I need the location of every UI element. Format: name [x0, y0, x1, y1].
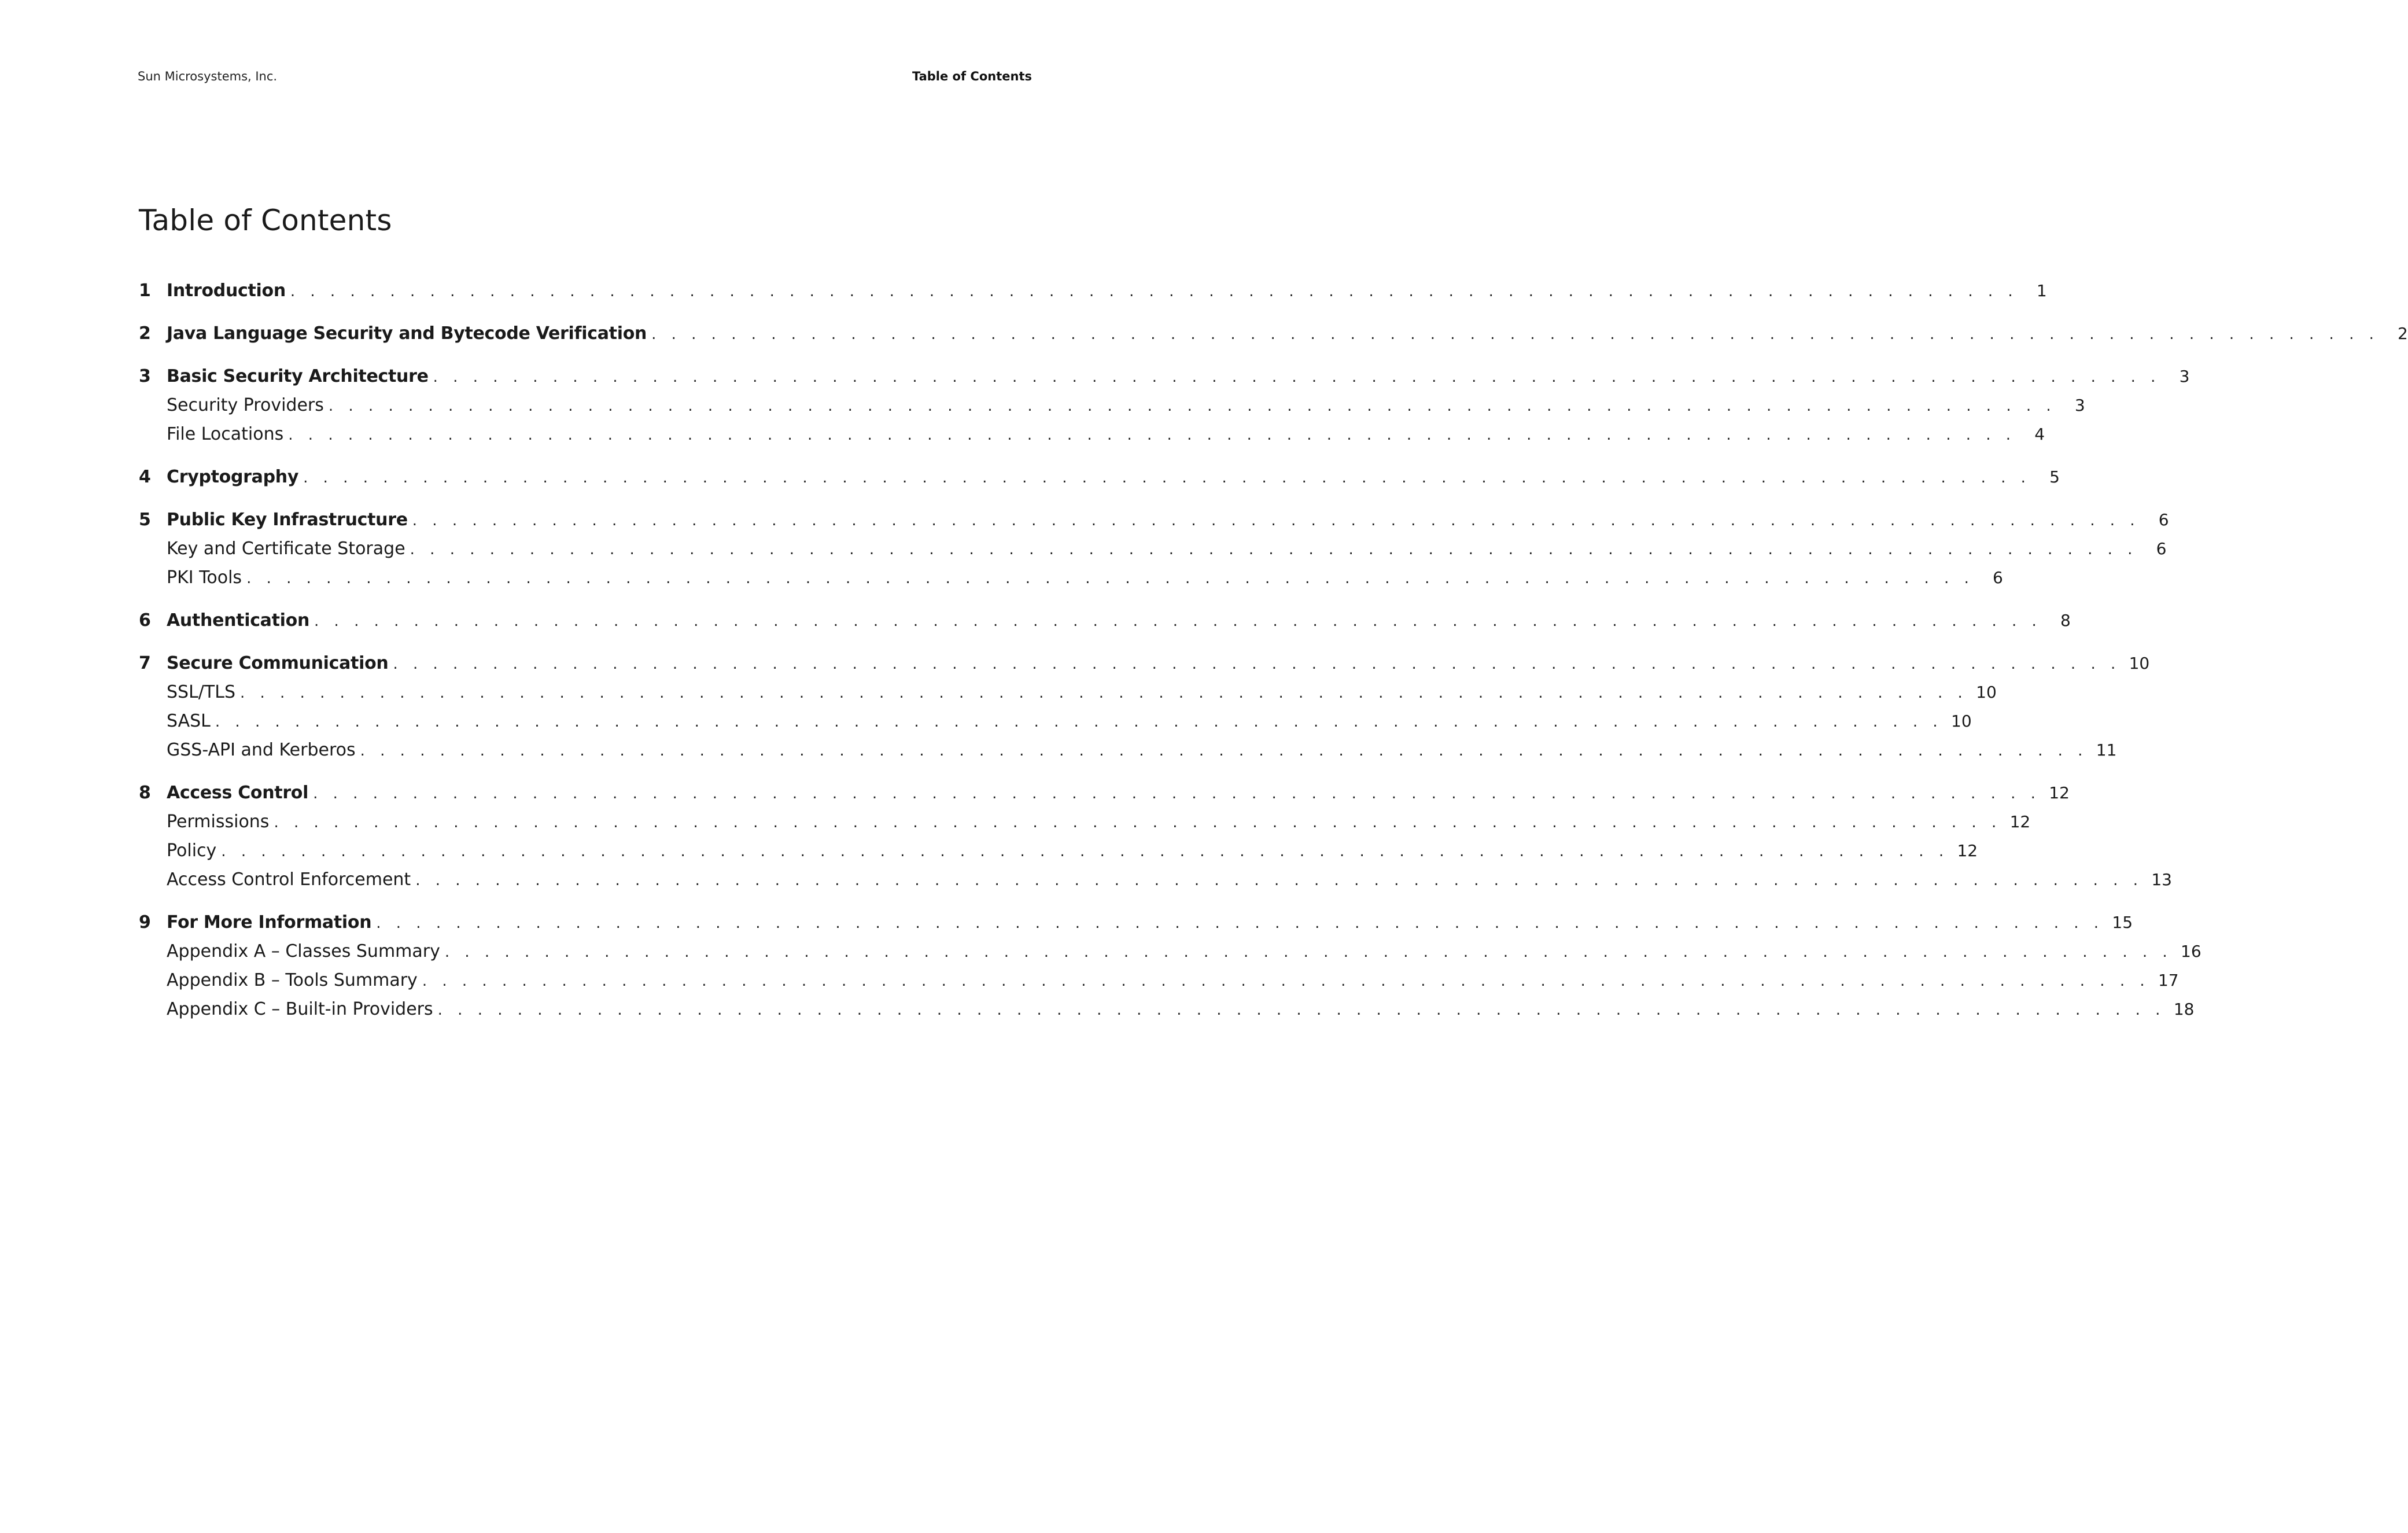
toc-entry-public-key-infrastructure[interactable] — [139, 506, 2169, 535]
toc-chapter-number: 7 — [139, 653, 151, 673]
dot-leader: . . . . . . . . . . . . . . . . . . . . . . . . . . . . . . . . . . . . . . . . . . . . . . . . . . . . . . . . . . . . . . . . . . . . . . . . . . . . . . . . . . . . . . . — [415, 872, 2143, 889]
toc-entry-title: Java Language Security and Bytecode Verification — [167, 323, 647, 344]
toc-entry-title: Policy — [167, 841, 217, 861]
table-of-contents — [139, 277, 2408, 1024]
toc-page-number: 12 — [2049, 783, 2070, 802]
page-title: Table of Contents — [139, 204, 392, 237]
dot-leader: . . . . . . . . . . . . . . . . . . . . . . . . . . . . . . . . . . . . . . . . . . . . . . . . . . . . . . . . . . . . . . . . . . . . . . . . . . . . . . . . . . . . . . . — [437, 1001, 2166, 1019]
toc-page-number: 6 — [2156, 539, 2167, 558]
toc-entry-title: Appendix B – Tools Summary — [167, 970, 418, 990]
toc-entry-security-providers[interactable] — [139, 391, 2085, 420]
dot-leader: . . . . . . . . . . . . . . . . . . . . . . . . . . . . . . . . . . . . . . . . . . . . . . . . . . . . . . . . . . . . . . . . . . . . . . . . . . . . . . . . . . . . . . . — [433, 368, 2161, 386]
toc-page-number: 2 — [2398, 324, 2408, 343]
toc-entry-ssl-tls[interactable] — [139, 678, 1997, 707]
toc-entry-access-control-enforcement[interactable] — [139, 865, 2172, 894]
header-section: Table of Contents — [912, 69, 1032, 83]
dot-leader: . . . . . . . . . . . . . . . . . . . . . . . . . . . . . . . . . . . . . . . . . . . . . . . . . . . . . . . . . . . . . . . . . . . . . . . . . . . . . . . . . . . . . . . — [444, 944, 2173, 961]
dot-leader: . . . . . . . . . . . . . . . . . . . . . . . . . . . . . . . . . . . . . . . . . . . . . . . . . . . . . . . . . . . . . . . . . . . . . . . . . . . . . . . . . . . . . . . — [274, 814, 2002, 831]
toc-chapter-number: 9 — [139, 912, 151, 933]
toc-entry-for-more-information[interactable] — [139, 908, 2133, 937]
toc-page-number: 5 — [2049, 467, 2060, 487]
toc-entry-title: Basic Security Architecture — [167, 366, 429, 386]
toc-page-number: 16 — [2181, 942, 2202, 961]
toc-entry-authentication[interactable] — [139, 606, 2071, 635]
toc-page-number: 10 — [1976, 683, 1997, 702]
dot-leader: . . . . . . . . . . . . . . . . . . . . . . . . . . . . . . . . . . . . . . . . . . . . . . . . . . . . . . . . . . . . . . . . . . . . . . . . . . . . . . . . . . . . . . . — [410, 541, 2138, 558]
toc-entry-appendix-b[interactable] — [139, 966, 2179, 995]
toc-entry-title: Access Control — [167, 783, 309, 803]
dot-leader: . . . . . . . . . . . . . . . . . . . . . . . . . . . . . . . . . . . . . . . . . . . . . . . . . . . . . . . . . . . . . . . . . . . . . . . . . . . . . . . . . . . . . . . — [303, 469, 2031, 487]
toc-chapter-number: 2 — [139, 323, 151, 344]
toc-page-number: 3 — [2179, 367, 2190, 386]
dot-leader: . . . . . . . . . . . . . . . . . . . . . . . . . . . . . . . . . . . . . . . . . . . . . . . . . . . . . . . . . . . . . . . . . . . . . . . . . . . . . . . . . . . . . . . — [240, 684, 1968, 702]
dot-leader: . . . . . . . . . . . . . . . . . . . . . . . . . . . . . . . . . . . . . . . . . . . . . . . . . . . . . . . . . . . . . . . . . . . . . . . . . . . . . . . . . . . . . . . — [221, 843, 1949, 860]
toc-page-number: 18 — [2173, 1000, 2195, 1019]
toc-entry-appendix-a[interactable] — [139, 937, 2202, 966]
toc-entry-key-and-certificate-storage[interactable] — [139, 535, 2167, 563]
toc-chapter-number: 5 — [139, 510, 151, 530]
toc-entry-title: Access Control Enforcement — [167, 869, 411, 890]
toc-entry-title: Permissions — [167, 812, 270, 832]
dot-leader: . . . . . . . . . . . . . . . . . . . . . . . . . . . . . . . . . . . . . . . . . . . . . . . . . . . . . . . . . . . . . . . . . . . . . . . . . . . . . . . . . . . . . . . — [376, 915, 2104, 932]
toc-entry-title: For More Information — [167, 912, 372, 933]
toc-entry-access-control[interactable] — [139, 779, 2070, 808]
toc-entry-policy[interactable] — [139, 836, 1978, 865]
toc-page-number: 10 — [1951, 712, 1972, 731]
toc-page-number: 1 — [2036, 281, 2047, 300]
toc-entry-basic-security-architecture[interactable] — [139, 362, 2190, 391]
dot-leader: . . . . . . . . . . . . . . . . . . . . . . . . . . . . . . . . . . . . . . . . . . . . . . . . . . . . . . . . . . . . . . . . . . . . . . . . . . . . . . . . . . . . . . . — [360, 742, 2088, 760]
toc-page-number: 12 — [2009, 812, 2031, 831]
toc-entry-title: Public Key Infrastructure — [167, 510, 408, 530]
toc-chapter-number: 3 — [139, 366, 151, 386]
dot-leader: . . . . . . . . . . . . . . . . . . . . . . . . . . . . . . . . . . . . . . . . . . . . . . . . . . . . . . . . . . . . . . . . . . . . . . . . . . . . . . . . . . . . . . . — [651, 326, 2379, 343]
toc-entry-title: Cryptography — [167, 467, 299, 487]
dot-leader: . . . . . . . . . . . . . . . . . . . . . . . . . . . . . . . . . . . . . . . . . . . . . . . . . . . . . . . . . . . . . . . . . . . . . . . . . . . . . . . . . . . . . . . — [290, 283, 2018, 300]
toc-entry-permissions[interactable] — [139, 808, 2031, 836]
toc-page-number: 8 — [2060, 611, 2071, 630]
toc-page-number: 12 — [1957, 841, 1978, 860]
toc-entry-appendix-c[interactable] — [139, 995, 2195, 1024]
toc-page-number: 3 — [2074, 396, 2085, 415]
toc-entry-pki-tools[interactable] — [139, 563, 2003, 592]
toc-chapter-number: 8 — [139, 783, 151, 803]
dot-leader: . . . . . . . . . . . . . . . . . . . . . . . . . . . . . . . . . . . . . . . . . . . . . . . . . . . . . . . . . . . . . . . . . . . . . . . . . . . . . . . . . . . . . . . — [314, 613, 2042, 630]
toc-entry-title: GSS-API and Kerberos — [167, 740, 356, 760]
toc-page-number: 13 — [2151, 870, 2172, 889]
toc-page-number: 17 — [2158, 971, 2179, 990]
toc-entry-title: Secure Communication — [167, 653, 389, 673]
dot-leader: . . . . . . . . . . . . . . . . . . . . . . . . . . . . . . . . . . . . . . . . . . . . . . . . . . . . . . . . . . . . . . . . . . . . . . . . . . . . . . . . . . . . . . . — [422, 972, 2150, 990]
toc-entry-file-locations[interactable] — [139, 420, 2045, 449]
toc-entry-title: Security Providers — [167, 395, 324, 415]
toc-entry-title: SSL/TLS — [167, 682, 235, 702]
toc-entry-java-language-security[interactable] — [139, 319, 2408, 348]
running-header — [138, 69, 1032, 89]
toc-page-number: 6 — [1993, 568, 2003, 587]
toc-entry-cryptography[interactable] — [139, 463, 2060, 492]
toc-chapter-number: 6 — [139, 610, 151, 631]
toc-entry-title: File Locations — [167, 424, 284, 444]
toc-page-number: 6 — [2158, 510, 2169, 529]
dot-leader: . . . . . . . . . . . . . . . . . . . . . . . . . . . . . . . . . . . . . . . . . . . . . . . . . . . . . . . . . . . . . . . . . . . . . . . . . . . . . . . . . . . . . . . — [412, 512, 2140, 529]
dot-leader: . . . . . . . . . . . . . . . . . . . . . . . . . . . . . . . . . . . . . . . . . . . . . . . . . . . . . . . . . . . . . . . . . . . . . . . . . . . . . . . . . . . . . . . — [288, 426, 2016, 444]
toc-page-number: 11 — [2096, 740, 2117, 760]
toc-entry-title: PKI Tools — [167, 567, 242, 588]
toc-entry-gss-api-kerberos[interactable] — [139, 736, 2117, 765]
toc-page-number: 10 — [2129, 654, 2150, 673]
toc-entry-title: Authentication — [167, 610, 310, 631]
toc-page-number: 15 — [2112, 913, 2133, 932]
toc-chapter-number: 1 — [139, 281, 151, 301]
toc-entry-title: Introduction — [167, 281, 286, 301]
dot-leader: . . . . . . . . . . . . . . . . . . . . . . . . . . . . . . . . . . . . . . . . . . . . . . . . . . . . . . . . . . . . . . . . . . . . . . . . . . . . . . . . . . . . . . . — [393, 655, 2121, 673]
toc-entry-title: SASL — [167, 711, 211, 731]
dot-leader: . . . . . . . . . . . . . . . . . . . . . . . . . . . . . . . . . . . . . . . . . . . . . . . . . . . . . . . . . . . . . . . . . . . . . . . . . . . . . . . . . . . . . . . — [328, 397, 2056, 415]
toc-entry-title: Appendix A – Classes Summary — [167, 941, 440, 961]
toc-entry-introduction[interactable] — [139, 277, 2047, 305]
dot-leader: . . . . . . . . . . . . . . . . . . . . . . . . . . . . . . . . . . . . . . . . . . . . . . . . . . . . . . . . . . . . . . . . . . . . . . . . . . . . . . . . . . . . . . . — [215, 713, 1943, 731]
dot-leader: . . . . . . . . . . . . . . . . . . . . . . . . . . . . . . . . . . . . . . . . . . . . . . . . . . . . . . . . . . . . . . . . . . . . . . . . . . . . . . . . . . . . . . . — [313, 785, 2041, 802]
toc-entry-title: Appendix C – Built-in Providers — [167, 999, 433, 1019]
header-company: Sun Microsystems, Inc. — [138, 69, 278, 83]
toc-entry-title: Key and Certificate Storage — [167, 539, 405, 559]
dot-leader: . . . . . . . . . . . . . . . . . . . . . . . . . . . . . . . . . . . . . . . . . . . . . . . . . . . . . . . . . . . . . . . . . . . . . . . . . . . . . . . . . . . . . . . — [246, 570, 1974, 587]
toc-entry-secure-communication[interactable] — [139, 649, 2150, 678]
toc-page-number: 4 — [2034, 425, 2045, 444]
toc-entry-sasl[interactable] — [139, 707, 1972, 736]
toc-chapter-number: 4 — [139, 467, 151, 487]
